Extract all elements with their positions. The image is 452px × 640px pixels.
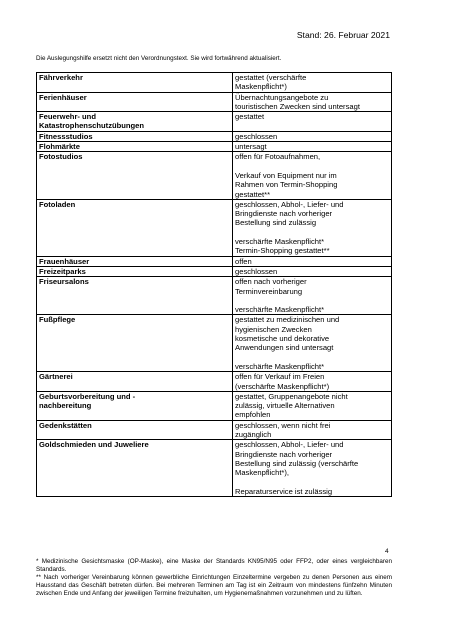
row-category: Ferienhäuser [37, 92, 233, 112]
footnote-mask: * Medizinische Gesichtsmaske (OP-Maske), eine Maske der Standards KN95/N95 oder FFP2, oder eines vergleichbaren Standards. [36, 558, 392, 573]
row-category: Goldschmieden und Juweliere [37, 440, 233, 497]
row-category: Geburtsvorbereitung und - nachbereitung [37, 391, 233, 420]
row-category: Frauenhäuser [37, 256, 233, 266]
row-rule: geschlossen, wenn nicht frei zugänglich [233, 420, 392, 440]
footnotes [36, 558, 392, 598]
table-row [37, 420, 392, 440]
row-rule: offen nach vorheriger Terminvereinbarung verschärfte Maskenpflicht* [233, 277, 392, 315]
intro-note: Die Auslegungshilfe ersetzt nicht den Verordnungstext. Sie wird fortwährend aktualisiert. [36, 55, 282, 62]
table-row [37, 315, 392, 372]
row-category: Flohmärkte [37, 142, 233, 152]
table-row [37, 266, 392, 276]
table-row [37, 440, 392, 497]
row-rule: geschlossen [233, 131, 392, 141]
footnote-appointment: ** Nach vorheriger Vereinbarung können gewerbliche Einrichtungen Einzeltermine vergeben zu denen Personen aus einem Hausstand das Geschäft betreten dürfen. Bei mehreren Terminen am Tag ist ein Zeitraum von mindestens fünfzehn Minuten zwischen Ende und Anfang der jeweiligen Termine freizuhalten, um Hygienemaßnahmen vorzunehmen und zu lüften. [36, 574, 392, 597]
row-rule: offen für Fotoaufnahmen, Verkauf von Equipment nur im Rahmen von Termin-Shopping gestattet** [233, 152, 392, 199]
table-row [37, 152, 392, 199]
table-row [37, 199, 392, 256]
row-rule: gestattet, Gruppenangebote nicht zulässig, virtuelle Alternativen empfohlen [233, 391, 392, 420]
document-date: Stand: 26. Februar 2021 [296, 30, 390, 40]
row-category: Fährverkehr [37, 73, 233, 93]
row-rule: untersagt [233, 142, 392, 152]
row-rule: offen [233, 256, 392, 266]
page-number: 4 [385, 548, 389, 555]
table-row [37, 142, 392, 152]
row-category: Fitnessstudios [37, 131, 233, 141]
row-category: Fußpflege [37, 315, 233, 372]
row-category: Freizeitparks [37, 266, 233, 276]
table-row [37, 277, 392, 315]
row-rule: offen für Verkauf im Freien (verschärfte Maskenpflicht*) [233, 372, 392, 392]
rules-table [36, 72, 392, 497]
row-category: Gedenkstätten [37, 420, 233, 440]
row-rule: geschlossen, Abhol-, Liefer- und Bringdienste nach vorheriger Bestellung sind zulässig verschärfte Maskenpflicht* Termin-Shopping gestattet** [233, 199, 392, 256]
row-category: Friseursalons [37, 277, 233, 315]
table-row [37, 256, 392, 266]
row-rule: gestattet [233, 112, 392, 132]
row-rule: geschlossen [233, 266, 392, 276]
table-row [37, 73, 392, 93]
table-row [37, 131, 392, 141]
row-category: Feuerwehr- und Katastrophenschutzübungen [37, 112, 233, 132]
row-rule: geschlossen, Abhol-, Liefer- und Bringdienste nach vorheriger Bestellung sind zulässig (verschärfte Maskenpflicht*), Reparaturservice ist zulässig [233, 440, 392, 497]
table-row [37, 92, 392, 112]
row-rule: gestattet (verschärfte Maskenpflicht*) [233, 73, 392, 93]
row-category: Fotoladen [37, 199, 233, 256]
row-category: Gärtnerei [37, 372, 233, 392]
row-rule: gestattet zu medizinischen und hygienischen Zwecken kosmetische und dekorative Anwendungen sind untersagt verschärfte Maskenpflicht* [233, 315, 392, 372]
rules-table-body [37, 73, 392, 497]
table-row [37, 391, 392, 420]
table-row [37, 112, 392, 132]
row-category: Fotostudios [37, 152, 233, 199]
row-rule: Übernachtungsangebote zu touristischen Zwecken sind untersagt [233, 92, 392, 112]
table-row [37, 372, 392, 392]
